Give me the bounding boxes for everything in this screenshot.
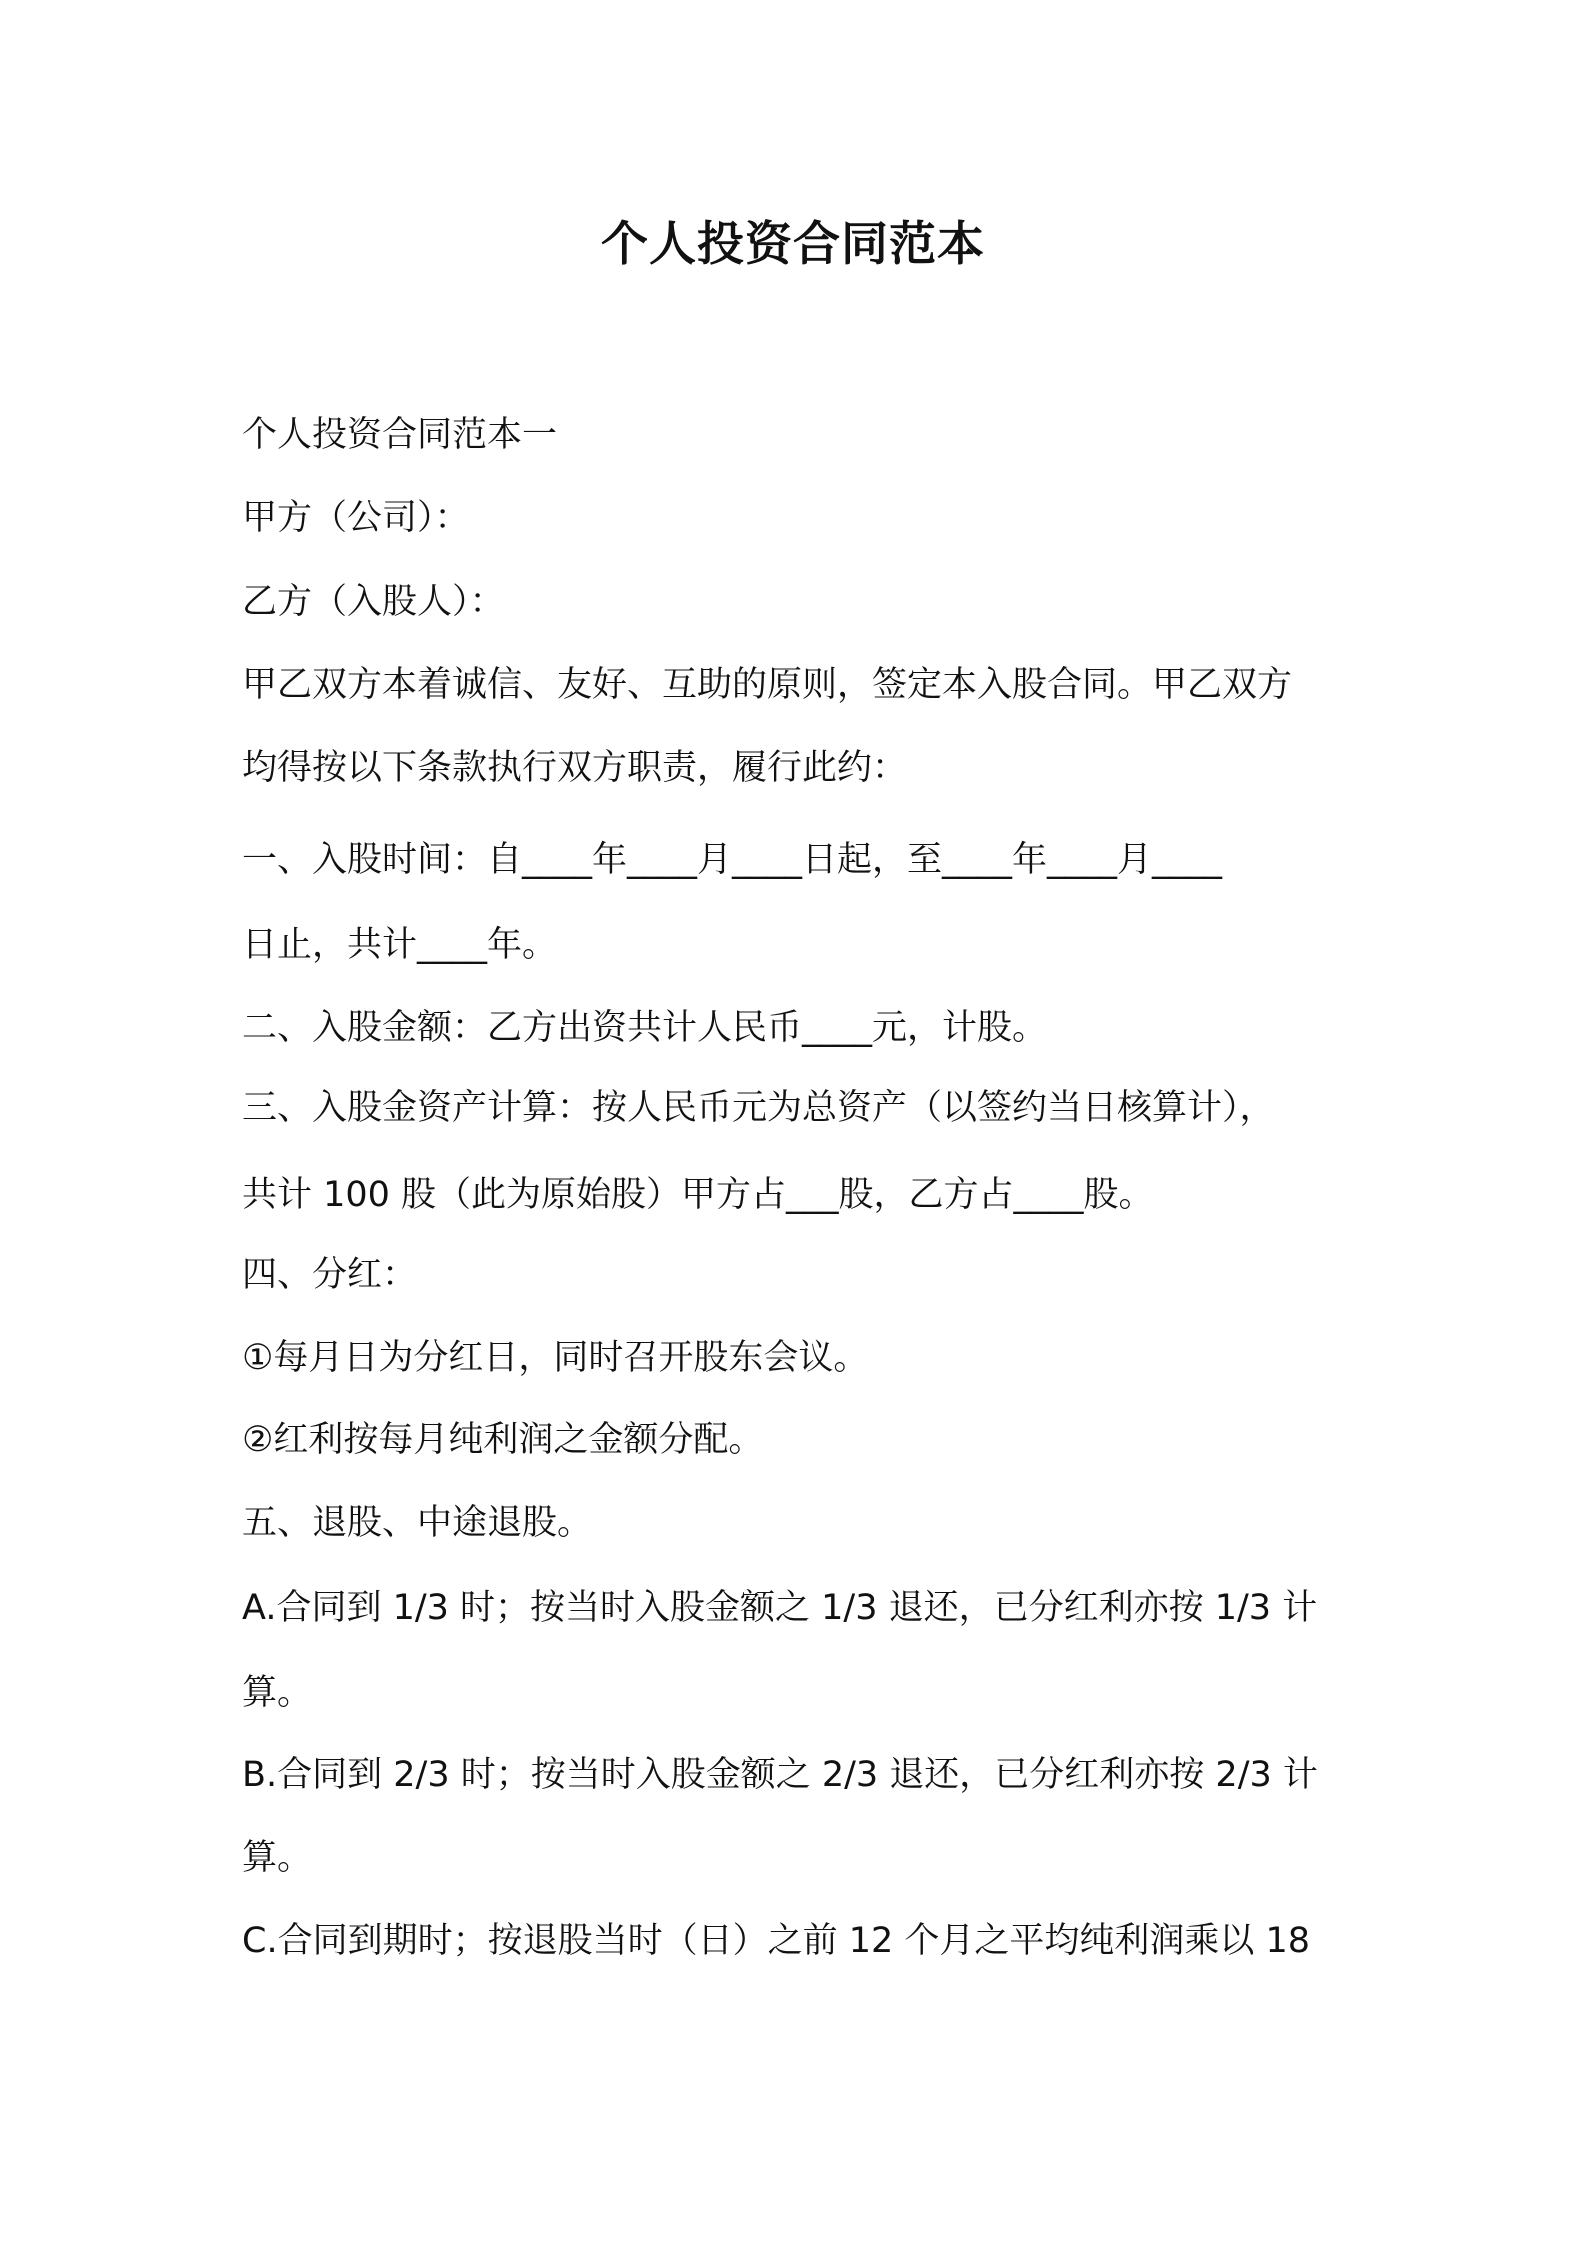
clause-line: 二、入股金额：乙方出资共计人民币____元，计股。 bbox=[242, 1008, 1048, 1048]
list-item: ②红利按每月纯利润之金额分配。 bbox=[242, 1420, 764, 1460]
clause-line: 日止，共计____年。 bbox=[242, 925, 558, 965]
clause-line: 算。 bbox=[242, 1838, 313, 1878]
paragraph-line: 甲乙双方本着诚信、友好、互助的原则，签定本入股合同。甲乙双方 bbox=[242, 665, 1293, 705]
clause-line: 四、分红： bbox=[242, 1255, 418, 1295]
party-a-line: 甲方（公司）： bbox=[242, 498, 470, 538]
clause-line: 共计 100 股（此为原始股）甲方占___股，乙方占____股。 bbox=[242, 1175, 1154, 1215]
clause-line: 五、退股、中途退股。 bbox=[242, 1503, 593, 1543]
clause-line: B.合同到 2/3 时；按当时入股金额之 2/3 退还，已分红利亦按 2/3 计 bbox=[242, 1755, 1318, 1795]
clause-line: 三、入股金资产计算：按人民币元为总资产（以签约当日核算计）， bbox=[242, 1088, 1275, 1128]
section-heading: 个人投资合同范本一 bbox=[242, 415, 558, 455]
clause-line: 算。 bbox=[242, 1673, 313, 1713]
clause-line: A.合同到 1/3 时；按当时入股金额之 1/3 退还，已分红利亦按 1/3 计 bbox=[242, 1588, 1318, 1628]
paragraph-line: 均得按以下条款执行双方职责，履行此约： bbox=[242, 748, 908, 788]
clause-line: C.合同到期时；按退股当时（日）之前 12 个月之平均纯利润乘以 18 bbox=[242, 1921, 1311, 1961]
document-title: 个人投资合同范本 bbox=[601, 217, 985, 272]
list-item: ①每月日为分红日，同时召开股东会议。 bbox=[242, 1338, 869, 1378]
clause-line: 一、入股时间：自____年____月____日起，至____年____月____ bbox=[242, 840, 1223, 880]
party-b-line: 乙方（入股人）： bbox=[242, 582, 505, 622]
